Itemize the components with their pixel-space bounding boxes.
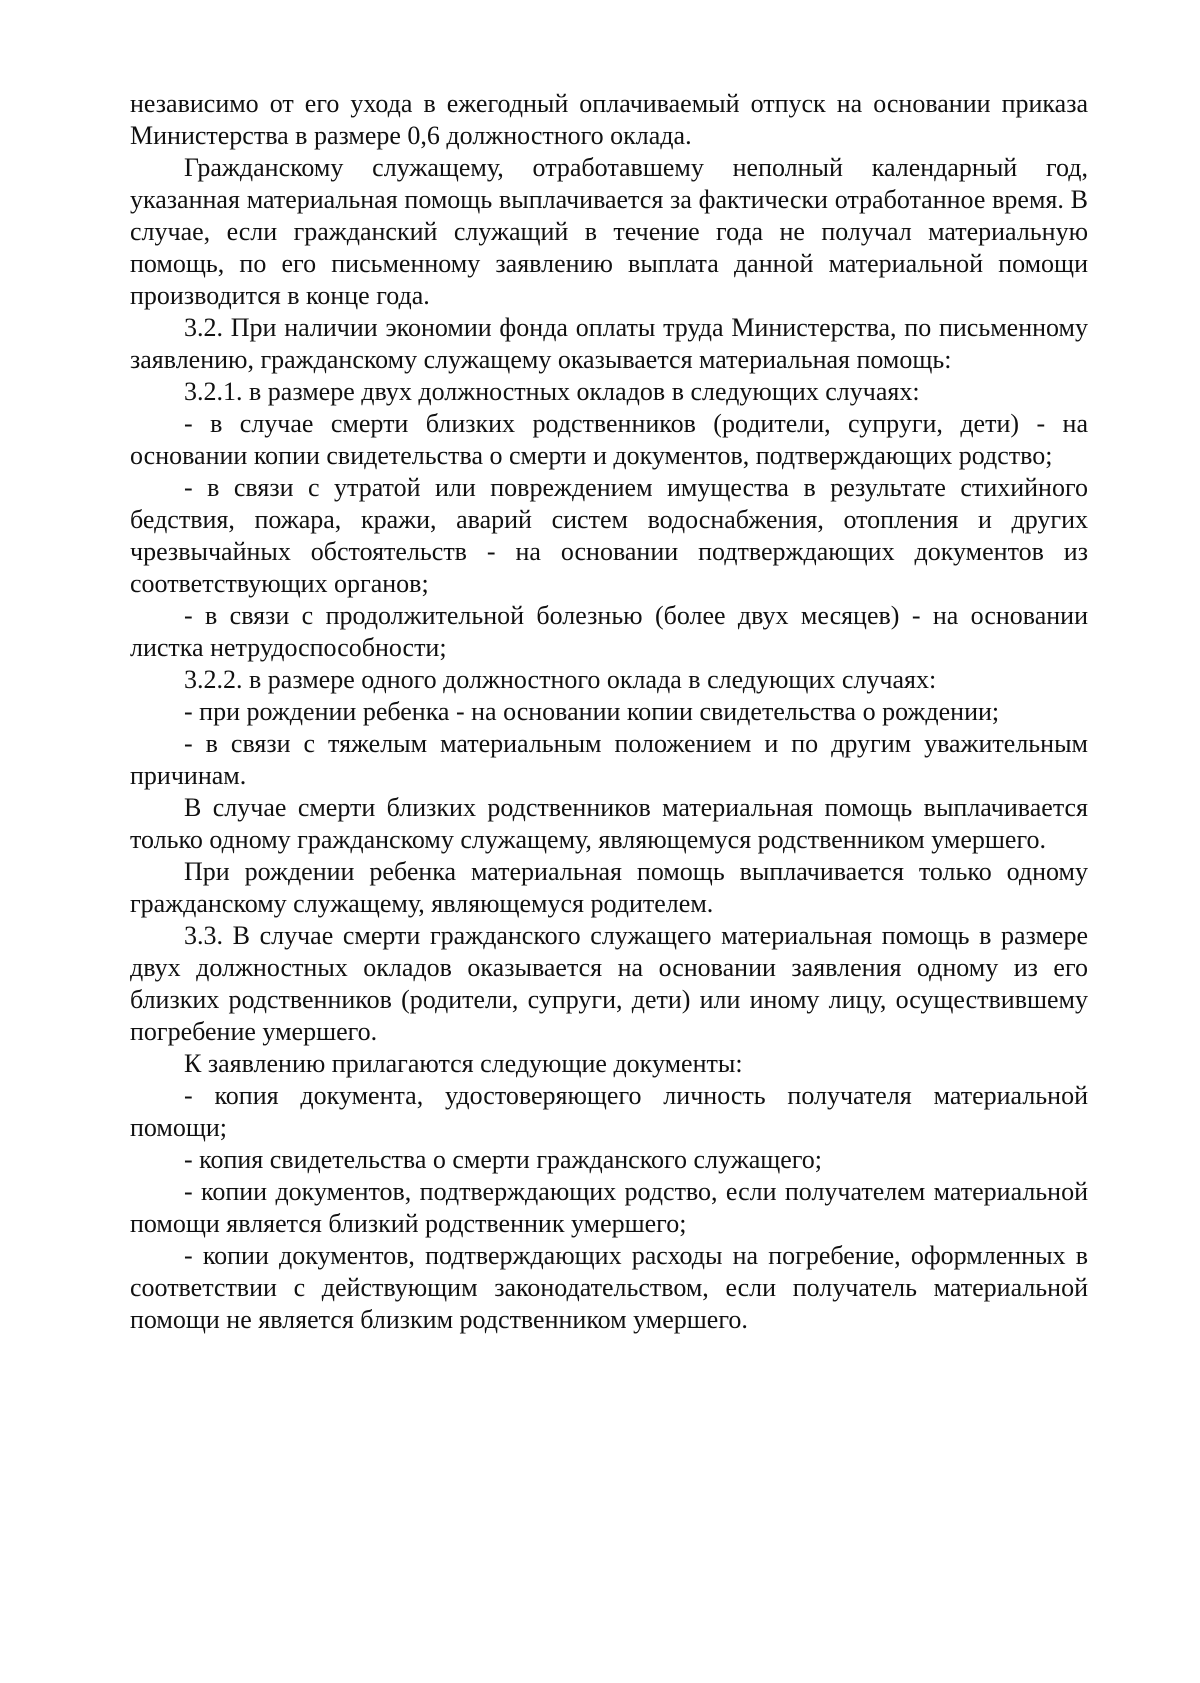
list-item-death-certificate: - копия свидетельства о смерти гражданского служащего; [184, 1145, 823, 1174]
list-item-death-relatives: - в случае смерти близких родственников (родители, супруги, дети) - на основании копии свидетельства о смерти и документов, подтверждающих родство; [130, 409, 1088, 470]
paragraph-attachments-intro: К заявлению прилагаются следующие документы: [184, 1049, 743, 1078]
paragraph-3-2: 3.2. При наличии экономии фонда оплаты труда Министерства, по письменному заявлению, гражданскому служащему оказывается материальная помощь: [130, 313, 1088, 374]
list-item-property-loss: - в связи с утратой или повреждением имущества в результате стихийного бедствия, пожара, кражи, аварий систем водоснабжения, отопления и других чрезвычайных обстоятельств - на основании подтверждающих документов из соответствующих органов; [130, 473, 1088, 598]
paragraph-continuation: независимо от его ухода в ежегодный оплачиваемый отпуск на основании приказа Министерства в размере 0,6 должностного оклада. [130, 89, 1088, 150]
list-item-child-birth: - при рождении ребенка - на основании копии свидетельства о рождении; [184, 697, 1000, 726]
list-item-hardship: - в связи с тяжелым материальным положением и по другим уважительным причинам. [130, 729, 1088, 790]
paragraph-death-one-employee: В случае смерти близких родственников материальная помощь выплачивается только одному гражданскому служащему, являющемуся родственником умершего. [130, 793, 1088, 854]
list-item-id-copy: - копия документа, удостоверяющего личность получателя материальной помощи; [130, 1081, 1088, 1142]
list-item-long-illness: - в связи с продолжительной болезнью (более двух месяцев) - на основании листка нетрудоспособности; [130, 601, 1088, 662]
document-body [130, 88, 1088, 1336]
paragraph-3-2-1: 3.2.1. в размере двух должностных окладов в следующих случаях: [184, 377, 920, 406]
paragraph-partial-year: Гражданскому служащему, отработавшему неполный календарный год, указанная материальная помощь выплачивается за фактически отработанное время. В случае, если гражданский служащий в течение года не получал материальную помощь, по его письменному заявлению выплата данной материальной помощи производится в конце года. [130, 153, 1088, 310]
list-item-kinship-documents: - копии документов, подтверждающих родство, если получателем материальной помощи является близкий родственник умершего; [130, 1177, 1088, 1238]
paragraph-3-2-2: 3.2.2. в размере одного должностного оклада в следующих случаях: [184, 665, 937, 694]
paragraph-3-3: 3.3. В случае смерти гражданского служащего материальная помощь в размере двух должностных окладов оказывается на основании заявления одному из его близких родственников (родители, супруги, дети) или иному лицу, осуществившему погребение умершего. [130, 921, 1088, 1046]
paragraph-birth-one-employee: При рождении ребенка материальная помощь выплачивается только одному гражданскому служащему, являющемуся родителем. [130, 857, 1088, 918]
list-item-funeral-expenses: - копии документов, подтверждающих расходы на погребение, оформленных в соответствии с действующим законодательством, если получатель материальной помощи не является близким родственником умершего. [130, 1241, 1088, 1334]
